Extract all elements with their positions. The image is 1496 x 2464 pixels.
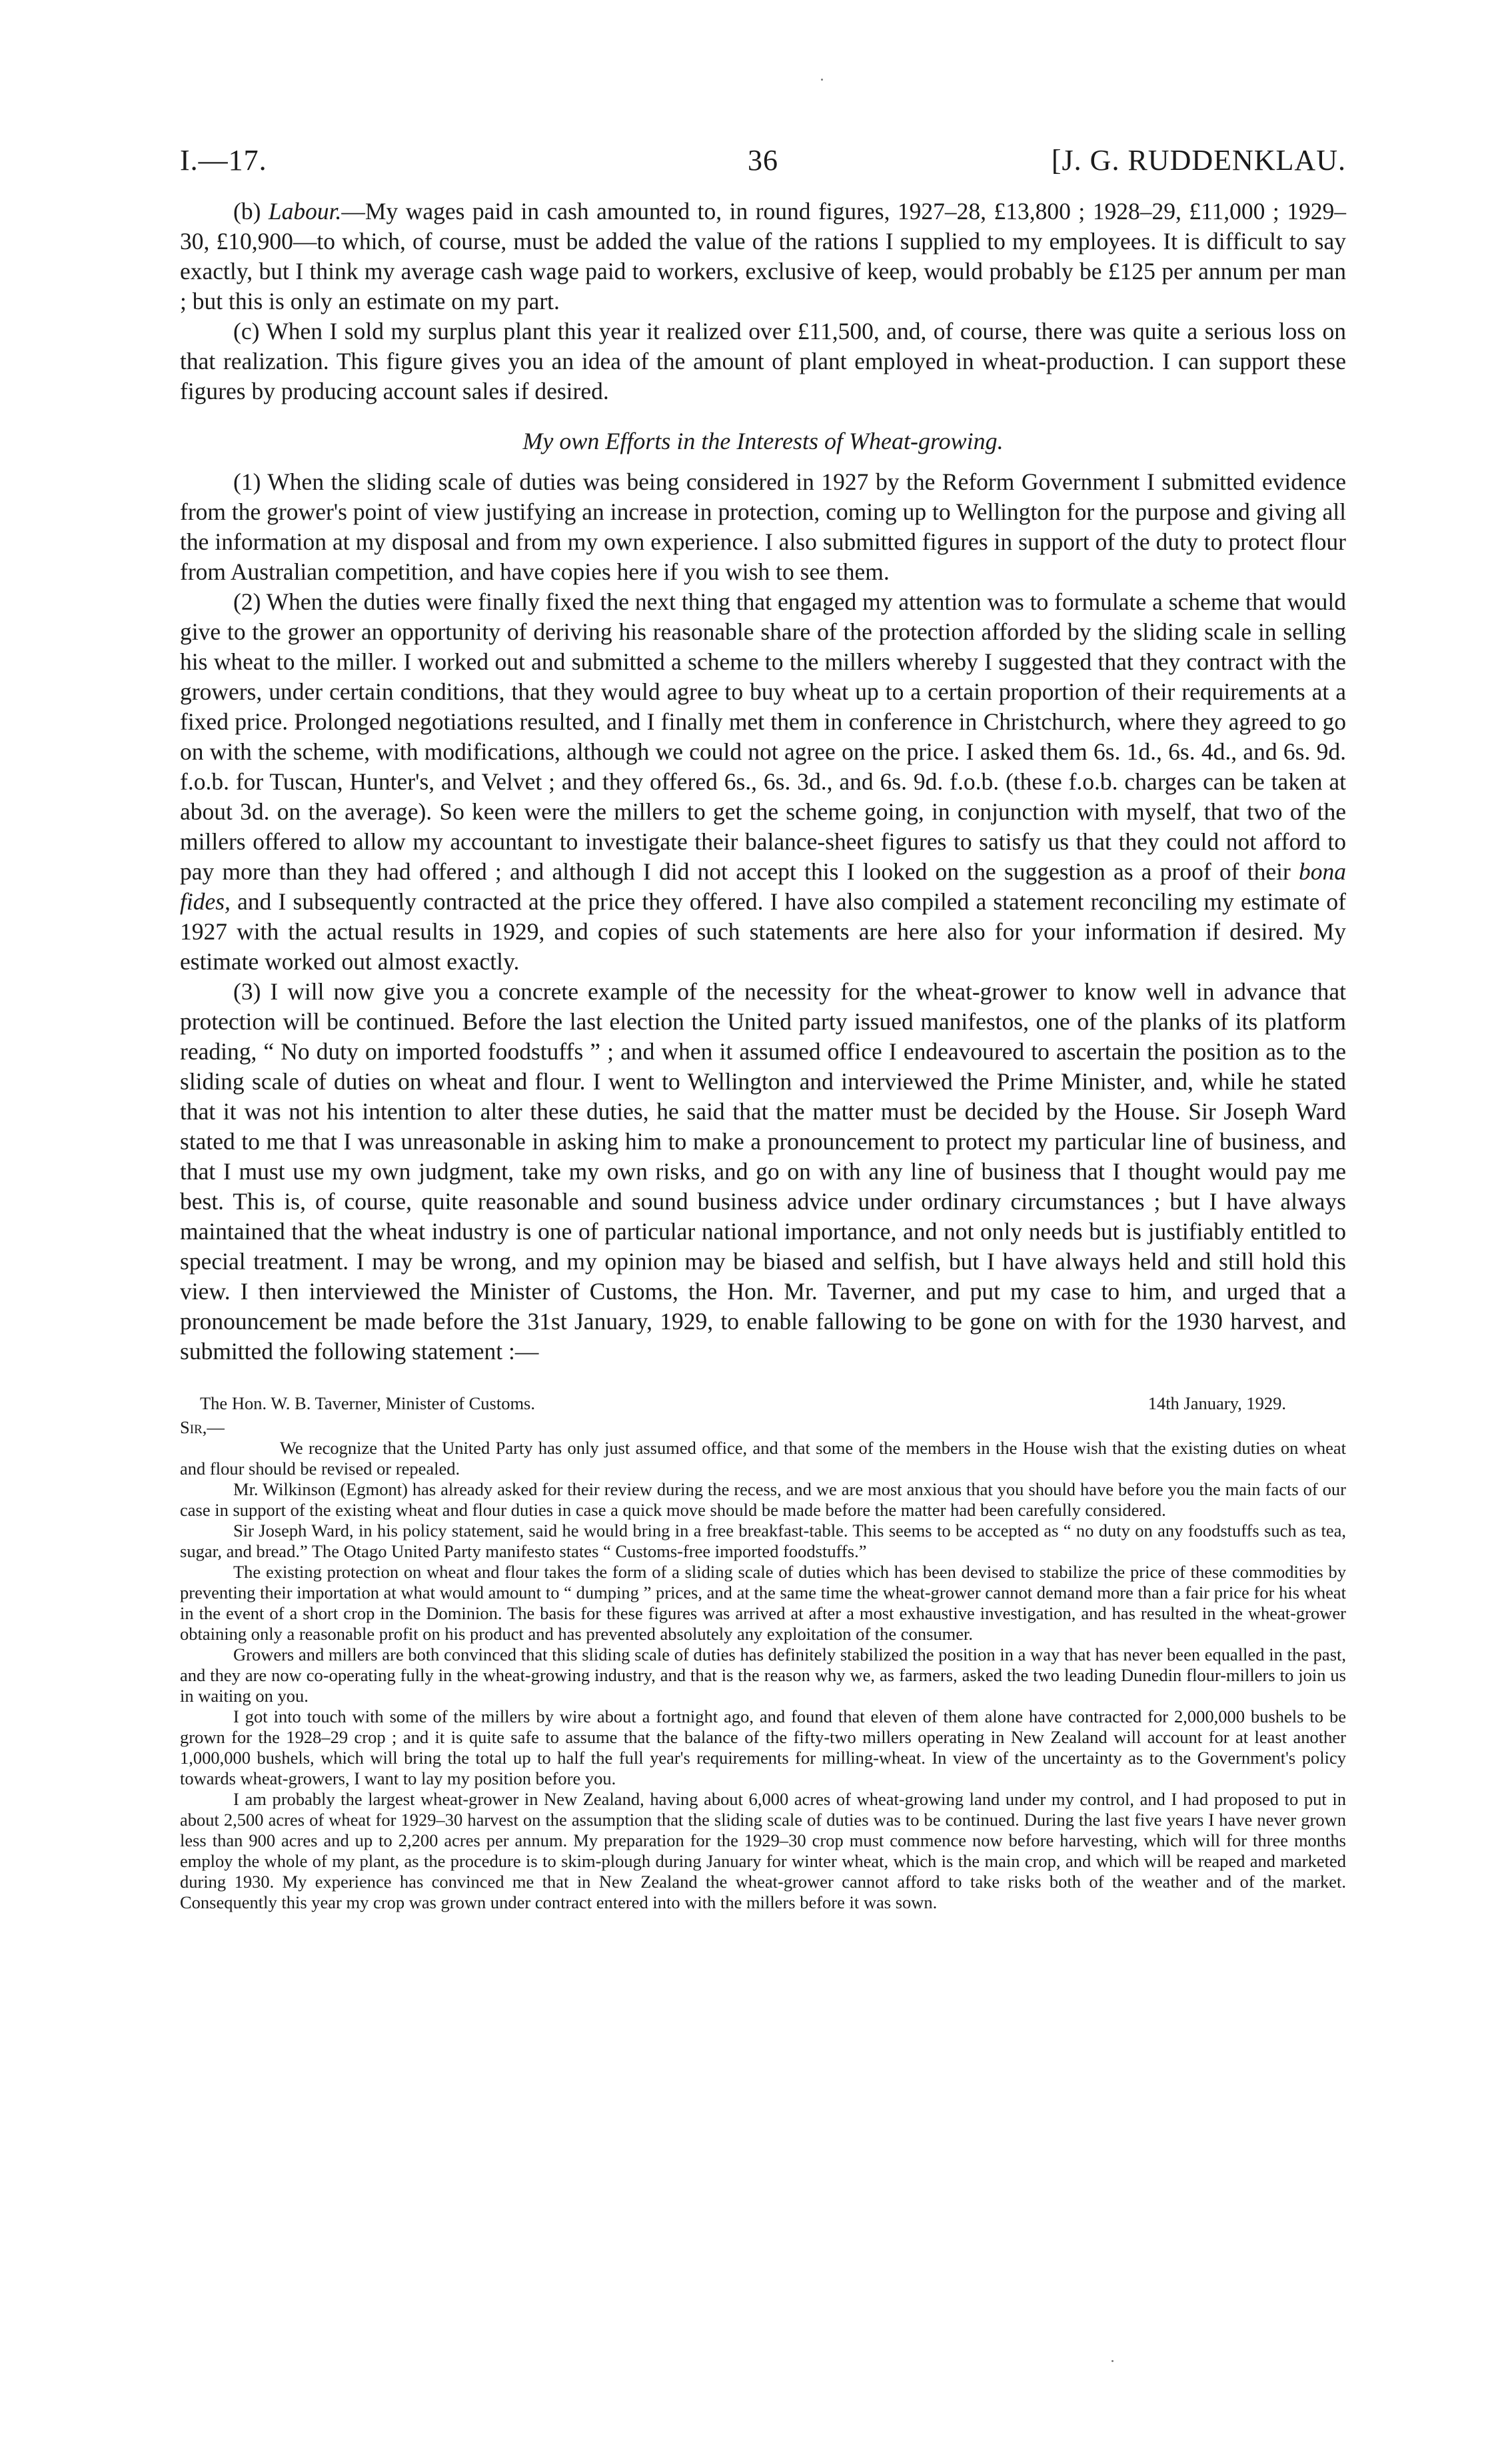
letter-addressee: The Hon. W. B. Taverner, Minister of Customs. xyxy=(200,1393,535,1413)
paragraph-b-labour: (b) Labour.—My wages paid in cash amounted to, in round figures, 1927–28, £13,800 ; 1928–29, £11,000 ; 1929–30, £10,900—to which, of course, must be added the value of the rations I supplied to my employees. It is difficult to say exactly, but I think my average cash wage paid to workers, exclusive of keep, would probably be £125 per annum per man ; but this is only an estimate on my part. xyxy=(180,198,1346,314)
letter-paragraph: I got into touch with some of the millers by wire about a fortnight ago, and found that eleven of them alone have contracted for 2,000,000 bushels to be grown for the 1928–29 crop ; and it is quite safe to assume that the balance of the fifty-two millers operating in New Zealand will account for at least another 1,000,000 bushels, which will bring the total up to half the full year's requirements for milling-wheat. In view of the uncertainty as to the Government's policy towards wheat-growers, I want to lay my position before you. xyxy=(180,1706,1346,1788)
letter-date: 14th January, 1929. xyxy=(1147,1393,1286,1413)
document-page xyxy=(180,143,1346,1913)
bona-fides: bona fides, xyxy=(180,858,1346,915)
paragraph-1: (1) When the sliding scale of duties was being considered in 1927 by the Reform Government I submitted evidence from the grower's point of view justifying an increase in protection, coming up to Wellington for the purpose and giving all the information at my disposal and from my own experience. I also submitted figures in support of the duty to protect flour from Australian competition, and have copies here if you wish to see them. xyxy=(180,468,1346,585)
letter-salutation: Sir,— xyxy=(180,1417,225,1437)
letter-paragraph: Sir Joseph Ward, in his policy statement, said he would bring in a free breakfast-table. This seems to be accepted as “ no duty on any foodstuffs such as tea, sugar, and bread.” The Otago United Party manifesto states “ Customs-free imported foodstuffs.” xyxy=(180,1521,1346,1561)
letter-paragraph: I am probably the largest wheat-grower in New Zealand, having about 6,000 acres of wheat-growing land under my control, and I had proposed to put in about 2,500 acres of wheat for 1929–30 harvest on the assumption that the sliding scale of duties was to be continued. During the last five years I have never grown less than 900 acres and up to 2,200 acres per annum. My preparation for the 1929–30 crop must commence now before harvesting, which will for three months employ the whole of my plant, as the procedure is to skim-plough during January for winter wheat, which is the main crop, and which will be reaped and marketed during 1930. My experience has convinced me that in New Zealand the wheat-grower cannot afford to take risks both of the weather and of the market. Consequently this year my crop was grown under contract entered into with the millers before it was sown. xyxy=(180,1789,1346,1912)
letter-paragraph: Mr. Wilkinson (Egmont) has already asked for their review during the recess, and we are most anxious that you should have before you the main facts of our case in support of the existing wheat and flour duties in case a quick move should be made before the matter had been carefully considered. xyxy=(180,1479,1346,1520)
paragraph-2: (2) When the duties were finally fixed the next thing that engaged my attention was to formulate a scheme that would give to the grower an opportunity of deriving his reasonable share of the protection afforded by the sliding scale in selling his wheat to the miller. I worked out and submitted a scheme to the millers whereby I suggested that they contract with the growers, under certain conditions, that they would agree to buy wheat up to a certain proportion of their requirements at a fixed price. Prolonged negotiations resulted, and I finally met them in conference in Christchurch, where they agreed to go on with the scheme, with modifications, although we could not agree on the price. I asked them 6s. 1d., 6s. 4d., and 6s. 9d. f.o.b. for Tuscan, Hunter's, and Velvet ; and they offered 6s., 6s. 3d., and 6s. 9d. f.o.b. (these f.o.b. charges can be taken at about 3d. on the average). So keen were the millers to get the scheme going, in conjunction with myself, that two of the millers offered to allow my accountant to investigate their balance-sheet figures to satisfy us that they could not afford to pay more than they had offered ; and although I did not accept this I looked on the suggestion as a proof of their bona fides, and I subsequently contracted at the price they offered. I have also compiled a statement reconciling my estimate of 1927 with the actual results in 1929, and copies of such statements are here also for your information if desired. My estimate worked out almost exactly. xyxy=(180,588,1346,975)
letter-paragraph: The existing protection on wheat and flour takes the form of a sliding scale of duties which has been devised to stabilize the price of these commodities by preventing their importation at what would amount to “ dumping ” prices, and at the same time the wheat-grower cannot demand more than a fair price for his wheat in the event of a short crop in the Dominion. The basis for these figures was arrived at after a most exhaustive investigation, and has resulted in the wheat-grower obtaining only a reasonable profit on his product and has prevented absolutely any exploitation of the consumer. xyxy=(180,1562,1346,1644)
page-header xyxy=(180,143,1346,197)
letter-paragraph: We recognize that the United Party has only just assumed office, and that some of the members in the House wish that the existing duties on wheat and flour should be revised or repealed. xyxy=(180,1438,1346,1479)
scan-speck xyxy=(821,79,823,81)
letter-paragraph: Growers and millers are both convinced that this sliding scale of duties has definitely stabilized the position in a way that has never been equalled in the past, and they are now co-operating fully in the wheat-growing industry, and that is the reason why we, as farmers, asked the two leading Dunedin flour-millers to join us in waiting on you. xyxy=(180,1644,1346,1706)
quoted-letter xyxy=(180,1393,1346,1913)
paragraph-3: (3) I will now give you a concrete example of the necessity for the wheat-grower to know well in advance that protection will be continued. Before the last election the United party issued manifestos, one of the planks of its platform reading, “ No duty on imported foodstuffs ” ; and when it assumed office I endeavoured to ascertain the position as to the sliding scale of duties on wheat and flour. I went to Wellington and interviewed the Prime Minister, and, while he stated that it was not his intention to alter these duties, he said that the matter must be decided by the House. Sir Joseph Ward stated to me that I was unreasonable in asking him to make a pronouncement to protect my particular line of business, and that I must use my own judgment, take my own risks, and go on with any line of business that I thought would pay me best. This is, of course, quite reasonable and sound business advice under ordinary circumstances ; but I have always maintained that the wheat industry is one of particular national importance, and not only needs but is justifiably entitled to special treatment. I may be wrong, and my opinion may be biased and selfish, but I have always held and still hold this view. I then interviewed the Minister of Customs, the Hon. Mr. Taverner, and put my case to him, and urged that a pronouncement be made before the 31st January, 1929, to enable fallowing to be gone on with for the 1930 harvest, and submitted the following statement :— xyxy=(180,978,1346,1365)
labour-heading: Labour. xyxy=(268,198,342,225)
letter-address-line xyxy=(180,1393,1346,1417)
section-heading: My own Efforts in the Interests of Wheat-growing. xyxy=(522,428,1004,454)
paper-reference: I.—17. xyxy=(180,144,267,177)
paragraph-c-plant: (c) When I sold my surplus plant this year it realized over £11,500, and, of course, there was quite a serious loss on that realization. This figure gives you an idea of the amount of plant employed in wheat-production. I can support these figures by producing account sales if desired. xyxy=(180,318,1346,404)
main-text xyxy=(180,197,1346,1367)
page-number: 36 xyxy=(748,144,778,177)
witness-name: [J. G. RUDDENKLAU. xyxy=(1051,144,1346,177)
scan-speck xyxy=(1112,2360,1114,2362)
